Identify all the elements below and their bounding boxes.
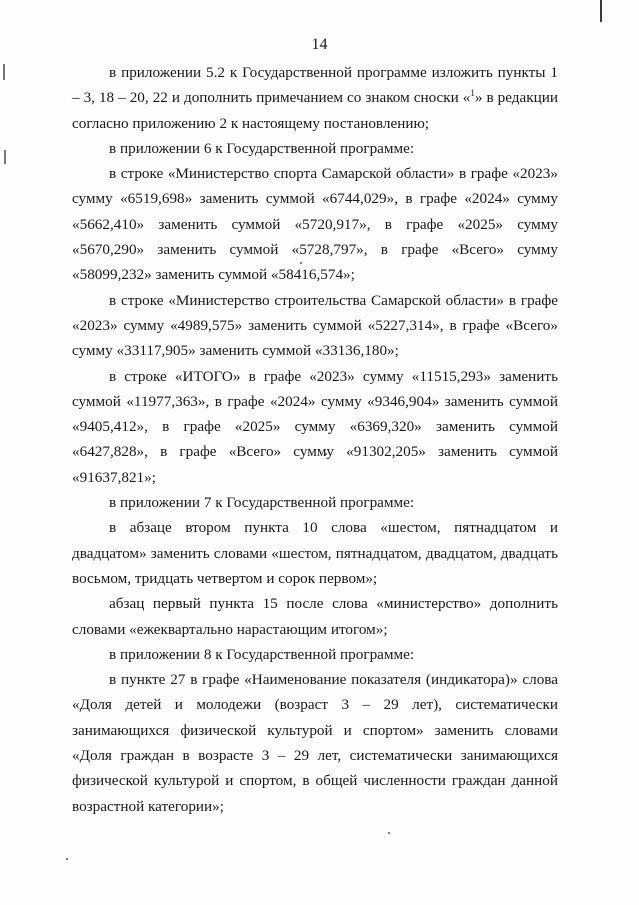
scan-speck [388, 832, 390, 834]
paragraph: в пункте 27 в графе «Наименование показателя (индикатора)» слова «Доля детей и молодежи (возраст 3 – 29 лет), систематически занимающихся физической культурой и спортом» заменить словами «Доля граждан в возрасте 3 – 29 лет, систематически занимающихся физической культурой и спортом, в общей численности граждан данной возрастной категории»; [72, 671, 558, 815]
document-body [72, 60, 558, 819]
paragraph: в приложении 7 к Государственной программе: [109, 494, 415, 512]
paragraph: в строке «Министерство строительства Самарской области» в графе «2023» сумму «4989,575» заменить суммой «5227,314», в графе «Всего» сумму «33117,905» заменить суммой «33136,180»; [72, 291, 558, 360]
paragraph [72, 60, 558, 136]
paragraph-text: в приложении 5.2 к Государственной программе изложить пункты 1 – 3, 18 – 20, 22 и дополнить примечанием со знаком сноски « [72, 64, 558, 107]
scan-speck [66, 858, 68, 860]
scan-artifact-left-edge [3, 64, 5, 80]
paragraph-text: » в редакции согласно приложению 2 к настоящему постановлению; [72, 89, 558, 132]
scan-artifact-top-right [600, 0, 602, 22]
paragraph: в строке «Министерство спорта Самарской области» в графе «2023» сумму «6519,698» заменить суммой «6744,029», в графе «2024» сумму «5662,410» заменить суммой «5720,917», в графе «2025» сумму «5670,290» заменить суммой «5728,797», в графе «Всего» сумму «58099,232» заменить суммой «58416,574»; [72, 165, 558, 284]
scan-artifact-left-edge [4, 150, 6, 164]
paragraph: в приложении 6 к Государственной программе: [109, 139, 415, 157]
paragraph: в абзаце втором пункта 10 слова «шестом, пятнадцатом и двадцатом» заменить словами «шестом, пятнадцатом, двадцатом, двадцать восьмом, тридцать четвертом и сорок первом»; [72, 519, 558, 587]
paragraph: в строке «ИТОГО» в графе «2023» сумму «11515,293» заменить суммой «11977,363», в графе «2024» сумму «9346,904» заменить суммой «9405,412», в графе «2025» сумму «6369,320» заменить суммой «6427,828», в графе «Всего» сумму «91302,205» заменить суммой «91637,821»; [72, 367, 558, 486]
page-number: 14 [311, 36, 328, 53]
footnote-mark: 1 [470, 88, 475, 99]
paragraph: в приложении 8 к Государственной программе: [109, 645, 415, 663]
paragraph: абзац первый пункта 15 после слова «министерство» дополнить словами «ежеквартально нарастающим итогом»; [72, 595, 558, 638]
